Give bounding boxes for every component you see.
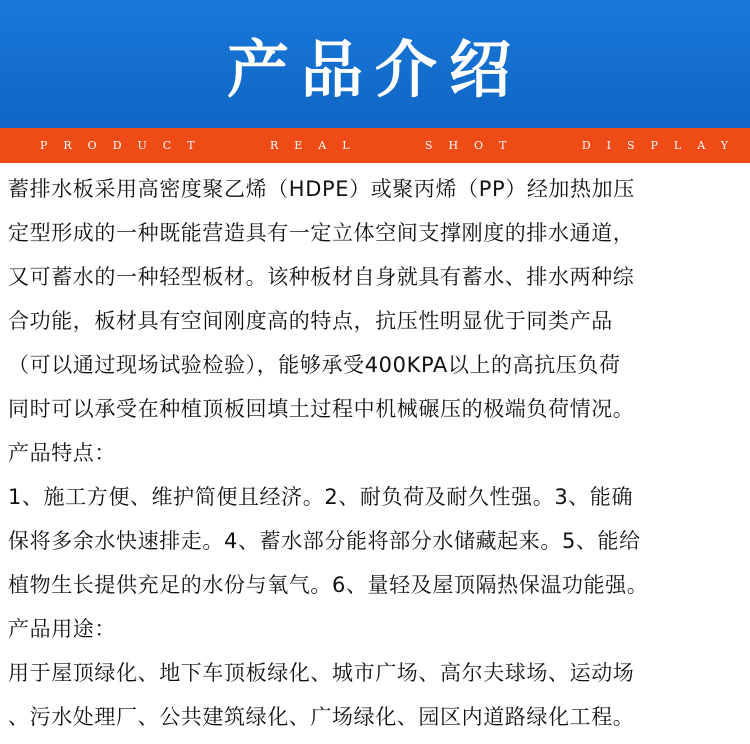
- product-description: [0, 163, 750, 739]
- subtitle-strip: [0, 128, 750, 163]
- subtitle-word: REAL: [269, 139, 366, 152]
- uses-line: 用于屋顶绿化、地下车顶板绿化、城市广场、高尔夫球场、运动场: [8, 661, 635, 685]
- features-heading: 产品特点：: [8, 441, 116, 465]
- page-title: 产品介绍: [226, 32, 523, 106]
- features-line: 植物生长提供充足的水份与氧气。6、量轻及屋顶隔热保温功能强。: [8, 573, 649, 597]
- features-line: 保将多余水快速排走。4、蓄水部分能将部分水储藏起来。5、能给: [8, 529, 641, 553]
- subtitle-word: SHOT: [424, 139, 523, 152]
- intro-line: 蓄排水板采用高密度聚乙烯（HDPE）或聚丙烯（PP）经加热加压: [8, 177, 635, 201]
- uses-heading: 产品用途：: [8, 617, 116, 641]
- subtitle-word: DISPLAY: [581, 139, 744, 152]
- intro-line: 同时可以承受在种植顶板回填土过程中机械碾压的极端负荷情况。: [8, 397, 635, 421]
- header-banner: [0, 0, 750, 128]
- intro-line: 定型形成的一种既能营造具有一定立体空间支撑刚度的排水通道，: [8, 221, 635, 245]
- features-line: 1、施工方便、维护简便且经济。2、耐负荷及耐久性强。3、能确: [8, 485, 634, 509]
- intro-line: （可以通过现场试验检验），能够承受400KPA以上的高抗压负荷: [8, 353, 621, 377]
- intro-line: 合功能，板材具有空间刚度高的特点，抗压性明显优于同类产品: [8, 309, 613, 333]
- intro-line: 又可蓄水的一种轻型板材。该种板材自身就具有蓄水、排水两种综: [8, 265, 635, 289]
- uses-line: 、污水处理厂、公共建筑绿化、广场绿化、园区内道路绿化工程。: [8, 705, 635, 729]
- subtitle-word: PRODUCT: [40, 139, 211, 152]
